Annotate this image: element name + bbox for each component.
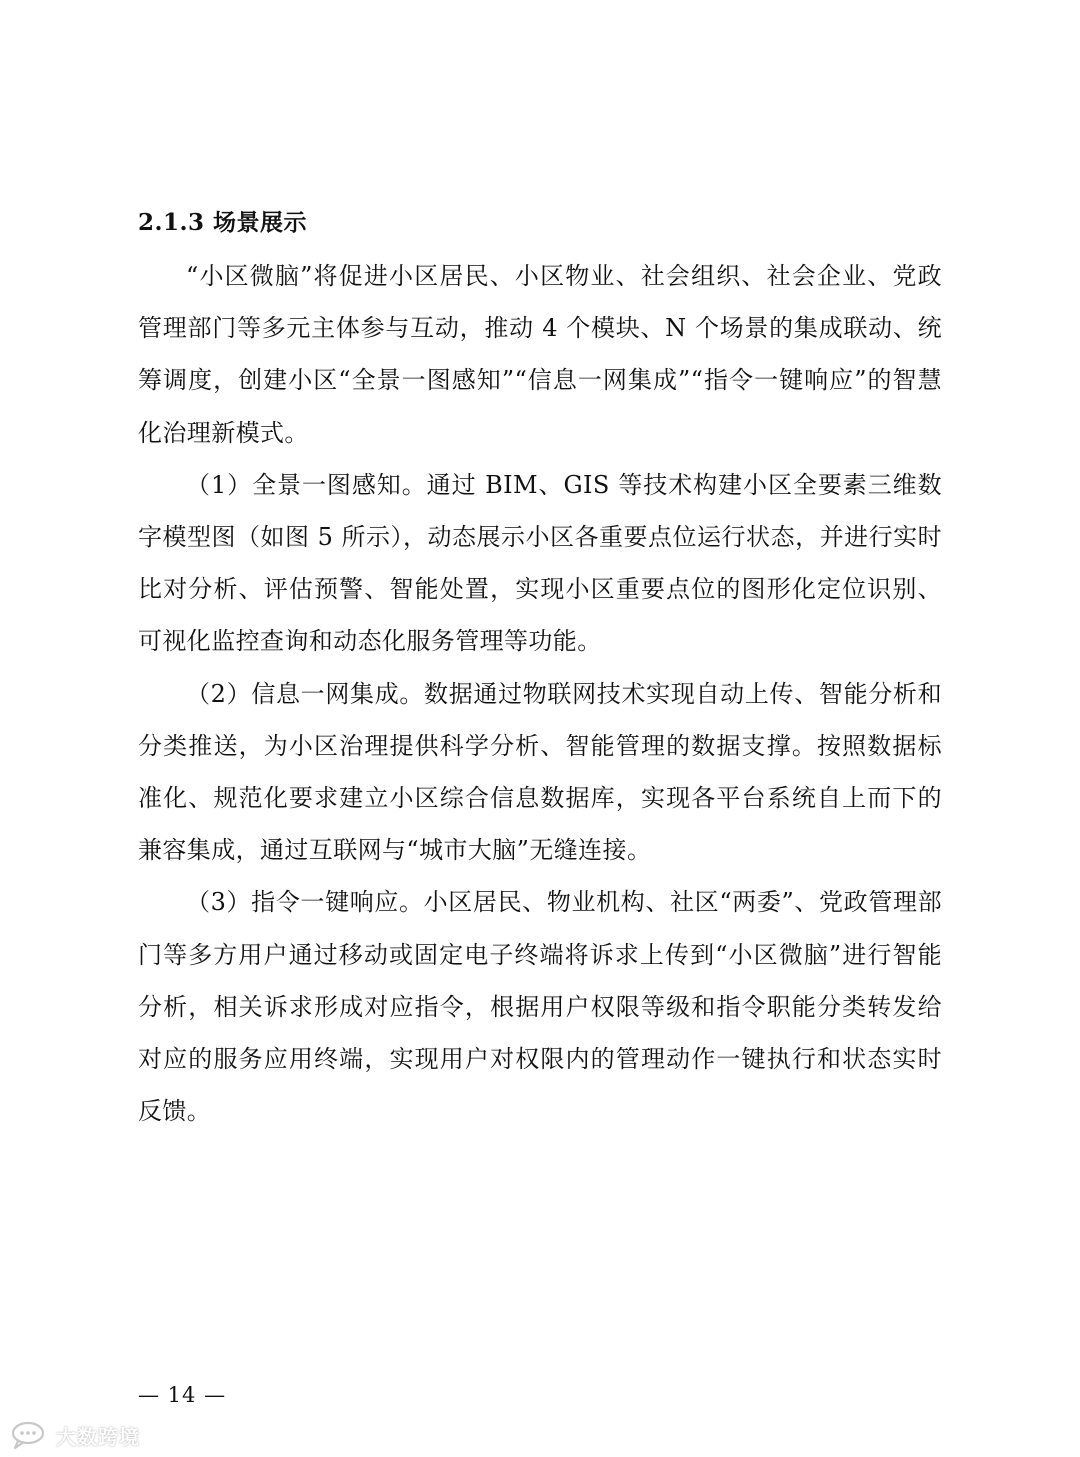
paragraph-item-2: （2）信息一网集成。数据通过物联网技术实现自动上传、智能分析和分类推送，为小区治理提供科学分析、智能管理的数据支撑。按照数据标准化、规范化要求建立小区综合信息数据库，实现各平台系统自上而下的兼容集成，通过互联网与“城市大脑”无缝连接。 bbox=[138, 679, 942, 865]
chat-bubble-icon bbox=[10, 1420, 50, 1450]
paragraph-item-1: （1）全景一图感知。通过 BIM、GIS 等技术构建小区全要素三维数字模型图（如图 5 所示），动态展示小区各重要点位运行状态，并进行实时比对分析、评估预警、智能处置，实现小区重要点位的图形化定位识别、可视化监控查询和动态化服务管理等功能。 bbox=[138, 470, 942, 656]
body-text bbox=[138, 250, 942, 1137]
watermark bbox=[10, 1420, 140, 1450]
section-heading: 2.1.3 场景展示 bbox=[138, 209, 308, 236]
watermark-text: 大数跨境 bbox=[56, 1424, 140, 1449]
paragraph-intro: “小区微脑”将促进小区居民、小区物业、社会组织、社会企业、党政管理部门等多元主体参与互动，推动 4 个模块、N 个场景的集成联动、统筹调度，创建小区“全景一图感知”“信息一网集成”“指令一键响应”的智慧化治理新模式。 bbox=[138, 262, 942, 447]
paragraph-item-3: （3）指令一键响应。小区居民、物业机构、社区“两委”、党政管理部门等多方用户通过移动或固定电子终端将诉求上传到“小区微脑”进行智能分析，相关诉求形成对应指令，根据用户权限等级和指令职能分类转发给对应的服务应用终端，实现用户对权限内的管理动作一键执行和状态实时反馈。 bbox=[138, 888, 942, 1126]
page-number: — 14 — bbox=[138, 1383, 227, 1407]
